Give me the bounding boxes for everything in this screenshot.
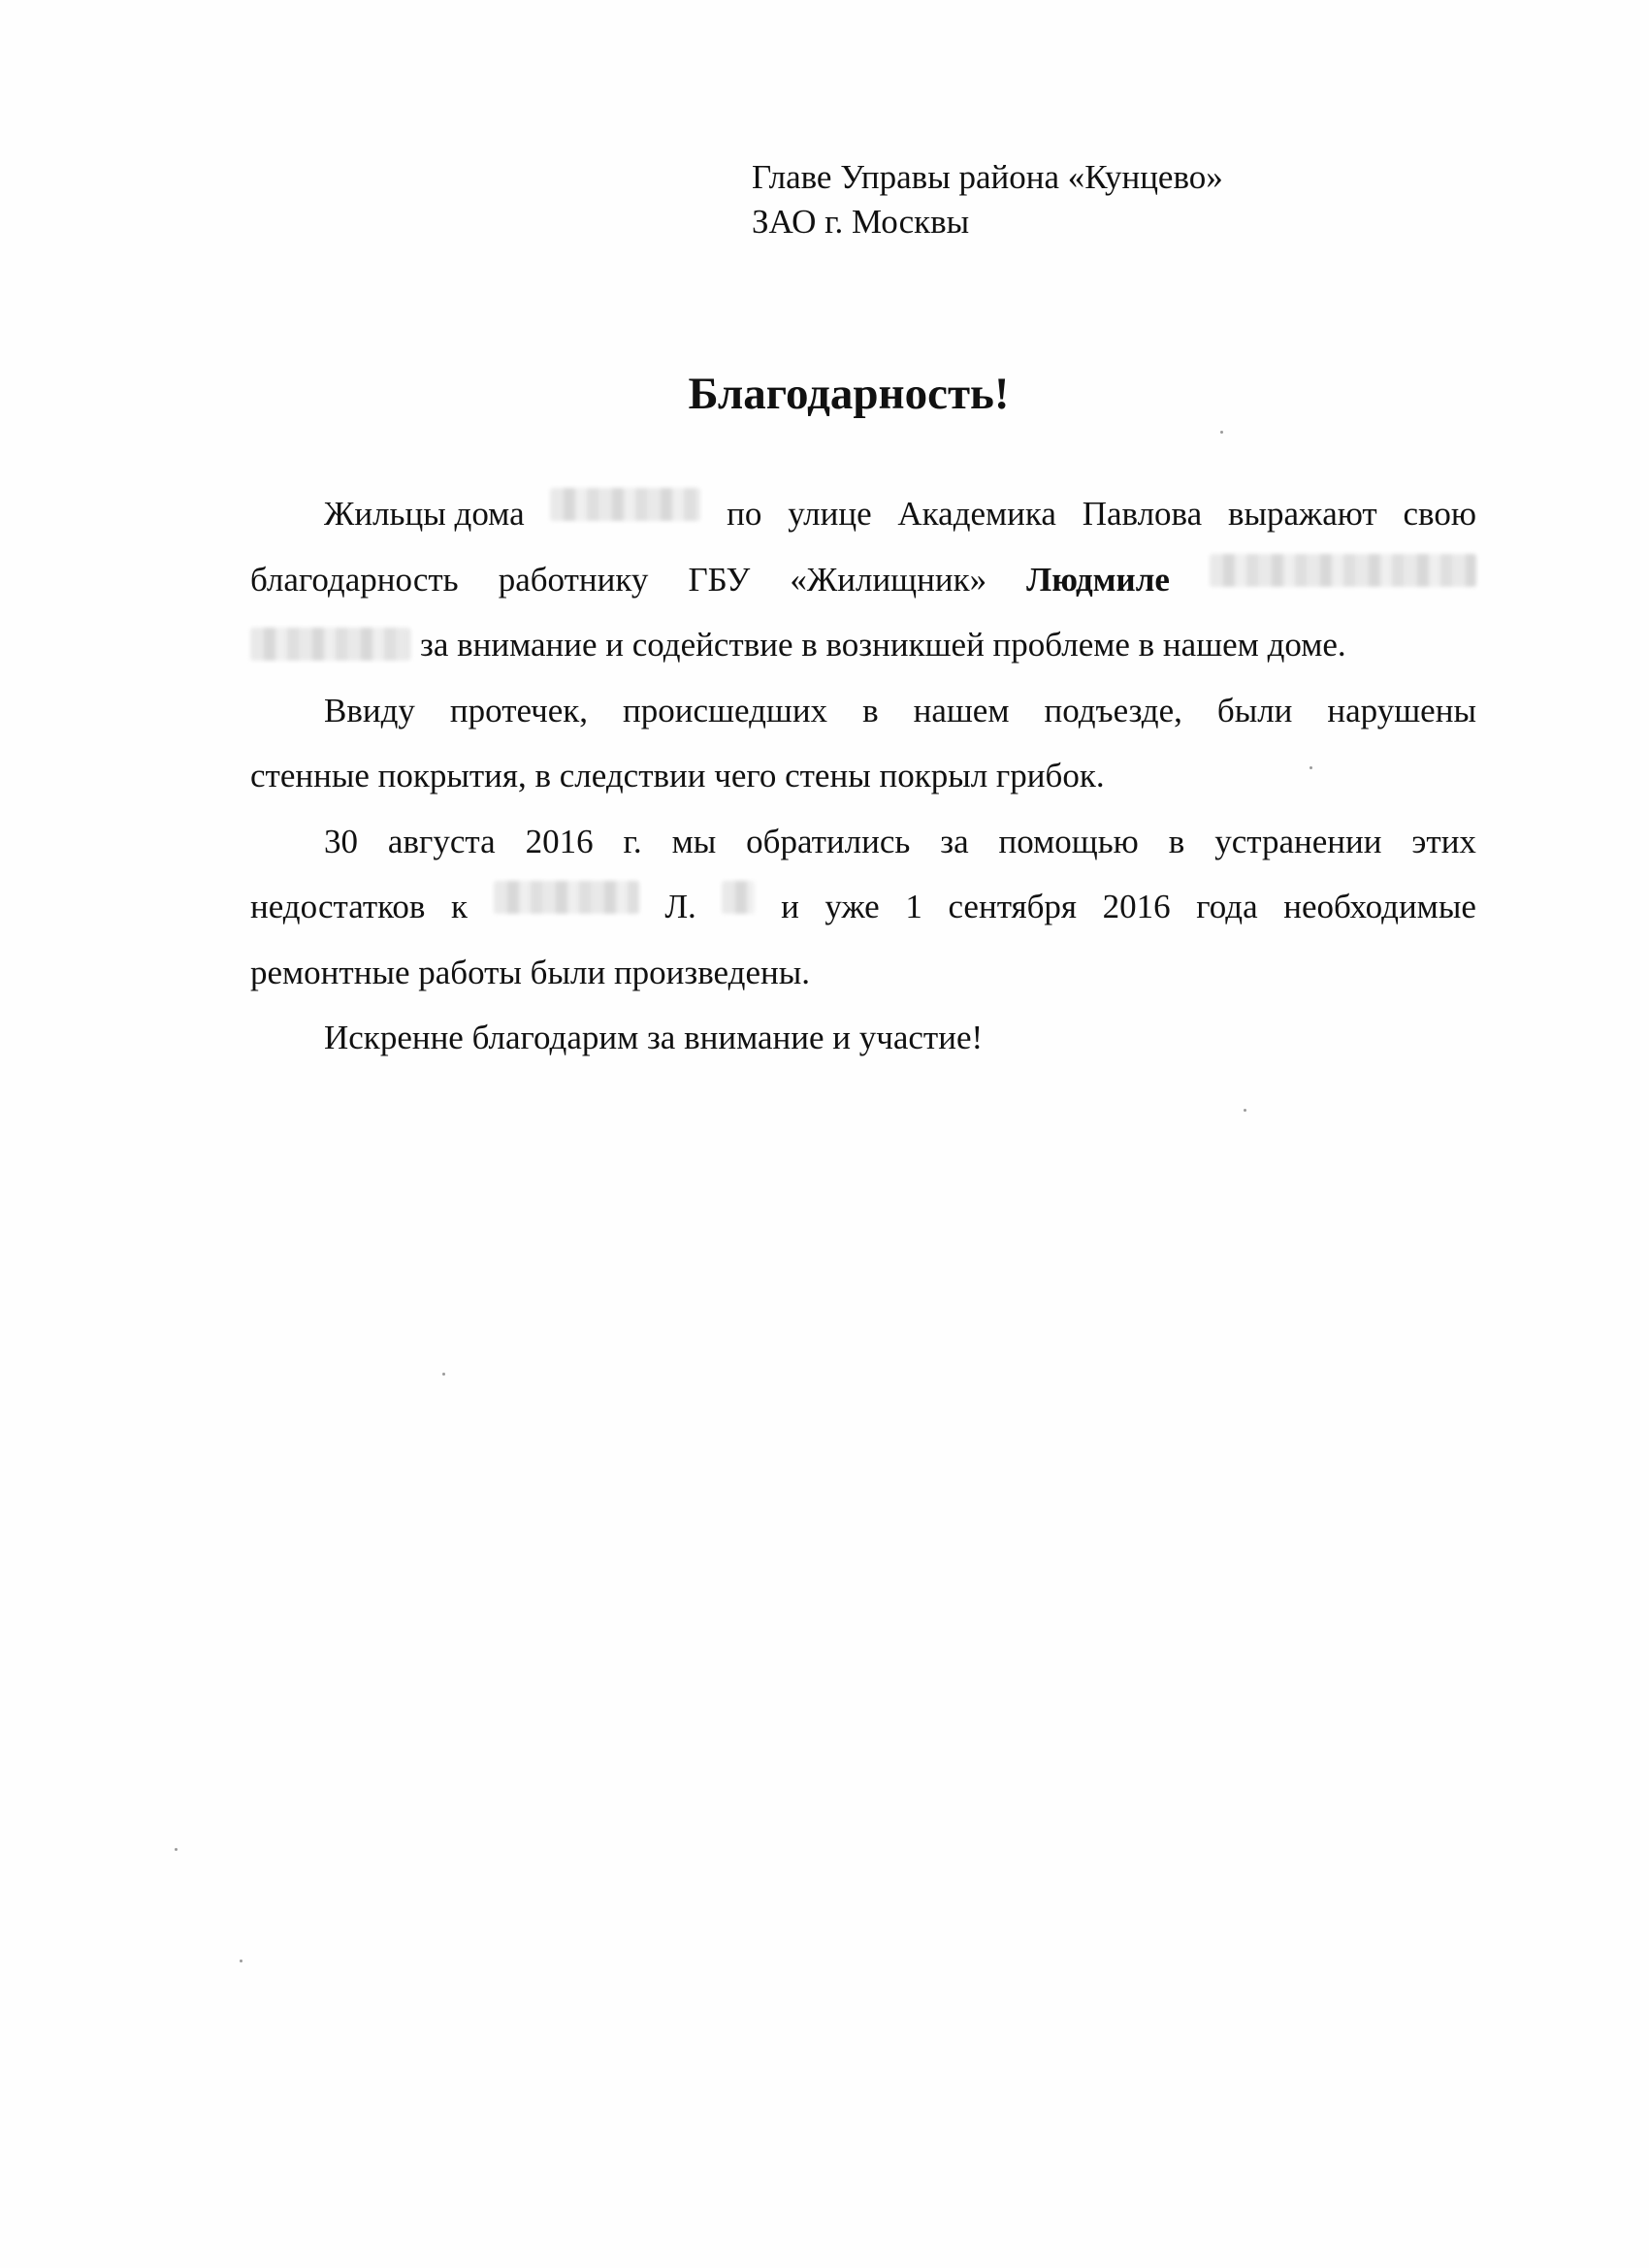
paragraph-1-line-2 bbox=[250, 547, 1476, 613]
text-fragment: свою bbox=[1403, 495, 1476, 533]
text-fragment: работнику bbox=[498, 560, 649, 599]
text-fragment: 30 bbox=[324, 822, 358, 860]
text-fragment: подъезде, bbox=[1044, 691, 1182, 729]
addressee-block bbox=[752, 155, 1223, 244]
text-fragment: нашем bbox=[913, 691, 1010, 729]
text-fragment: по bbox=[727, 495, 762, 533]
text-fragment: Л. bbox=[664, 888, 696, 925]
text-fragment: 1 bbox=[905, 888, 922, 925]
paragraph-3-line-3 bbox=[250, 940, 1476, 1006]
text-fragment: и bbox=[781, 888, 799, 925]
text-fragment: этих bbox=[1411, 822, 1476, 860]
text-fragment: обратились bbox=[746, 822, 911, 860]
text-fragment: Павлова bbox=[1082, 495, 1203, 533]
text-fragment: «Жилищник» bbox=[790, 560, 987, 599]
paragraph-3-line-2 bbox=[250, 874, 1476, 940]
text-fragment: года bbox=[1196, 888, 1258, 925]
text-fragment: ГБУ bbox=[688, 560, 751, 599]
employee-first-name: Людмиле bbox=[1026, 560, 1170, 599]
redacted-employee-surname bbox=[1210, 554, 1476, 587]
addressee-line-2: ЗАО г. Москвы bbox=[752, 203, 970, 241]
text-fragment: мы bbox=[671, 822, 717, 860]
paragraph-1-line-1 bbox=[250, 481, 1476, 547]
text-fragment: сентября bbox=[948, 888, 1078, 925]
text-fragment: происшедших bbox=[623, 691, 828, 729]
scan-speck bbox=[1220, 431, 1223, 434]
text-fragment: Искренне благодарим за внимание и участие! bbox=[324, 1019, 984, 1056]
text-fragment: в bbox=[862, 691, 879, 729]
redacted-employee-surname-2 bbox=[494, 881, 639, 914]
text-fragment: улице bbox=[788, 495, 872, 533]
scan-speck bbox=[1310, 766, 1312, 769]
redacted-employee-patronymic bbox=[250, 628, 410, 661]
paragraph-1-line-3 bbox=[250, 612, 1476, 678]
text-fragment: были bbox=[1216, 691, 1293, 729]
text-fragment: выражают bbox=[1227, 495, 1377, 533]
document-title: Благодарность! bbox=[688, 369, 1010, 419]
text-fragment: Ввиду bbox=[324, 691, 415, 729]
text-fragment: необходимые bbox=[1283, 888, 1476, 925]
text-fragment: стенные покрытия, в следствии чего стены покрыл грибок. bbox=[250, 757, 1105, 794]
paragraph-4-line-1 bbox=[250, 1005, 1476, 1071]
text-fragment: за bbox=[940, 822, 969, 860]
paragraph-2-line-1 bbox=[250, 678, 1476, 744]
text-fragment: за внимание и содействие в возникшей проблеме в нашем доме. bbox=[420, 626, 1346, 664]
text-fragment: ремонтные работы были произведены. bbox=[250, 953, 810, 991]
text-fragment: августа bbox=[387, 822, 496, 860]
addressee-line-1: Главе Управы района «Кунцево» bbox=[752, 158, 1223, 196]
redacted-initial bbox=[722, 881, 755, 914]
text-fragment: недостатков bbox=[250, 888, 426, 925]
text-fragment: протечек, bbox=[449, 691, 589, 729]
scan-speck bbox=[175, 1848, 178, 1851]
text-fragment: 2016 bbox=[1102, 888, 1171, 925]
scan-speck bbox=[1244, 1109, 1246, 1112]
paragraph-3-line-1 bbox=[250, 809, 1476, 875]
letter-body bbox=[250, 481, 1476, 1071]
text-fragment: Академика bbox=[897, 495, 1056, 533]
text-fragment: Жильцы дома bbox=[324, 495, 525, 533]
text-fragment: уже bbox=[824, 888, 880, 925]
redacted-house-number bbox=[550, 488, 700, 521]
text-fragment: 2016 bbox=[525, 822, 594, 860]
text-fragment: устранении bbox=[1214, 822, 1382, 860]
text-fragment: в bbox=[1168, 822, 1185, 860]
text-fragment: г. bbox=[623, 822, 642, 860]
scan-speck bbox=[240, 1960, 242, 1962]
text-fragment: помощью bbox=[998, 822, 1139, 860]
text-fragment: нарушены bbox=[1327, 691, 1476, 729]
scan-speck bbox=[442, 1373, 445, 1376]
text-fragment: к bbox=[451, 888, 469, 925]
text-fragment: благодарность bbox=[250, 560, 459, 599]
paragraph-2-line-2 bbox=[250, 743, 1476, 809]
